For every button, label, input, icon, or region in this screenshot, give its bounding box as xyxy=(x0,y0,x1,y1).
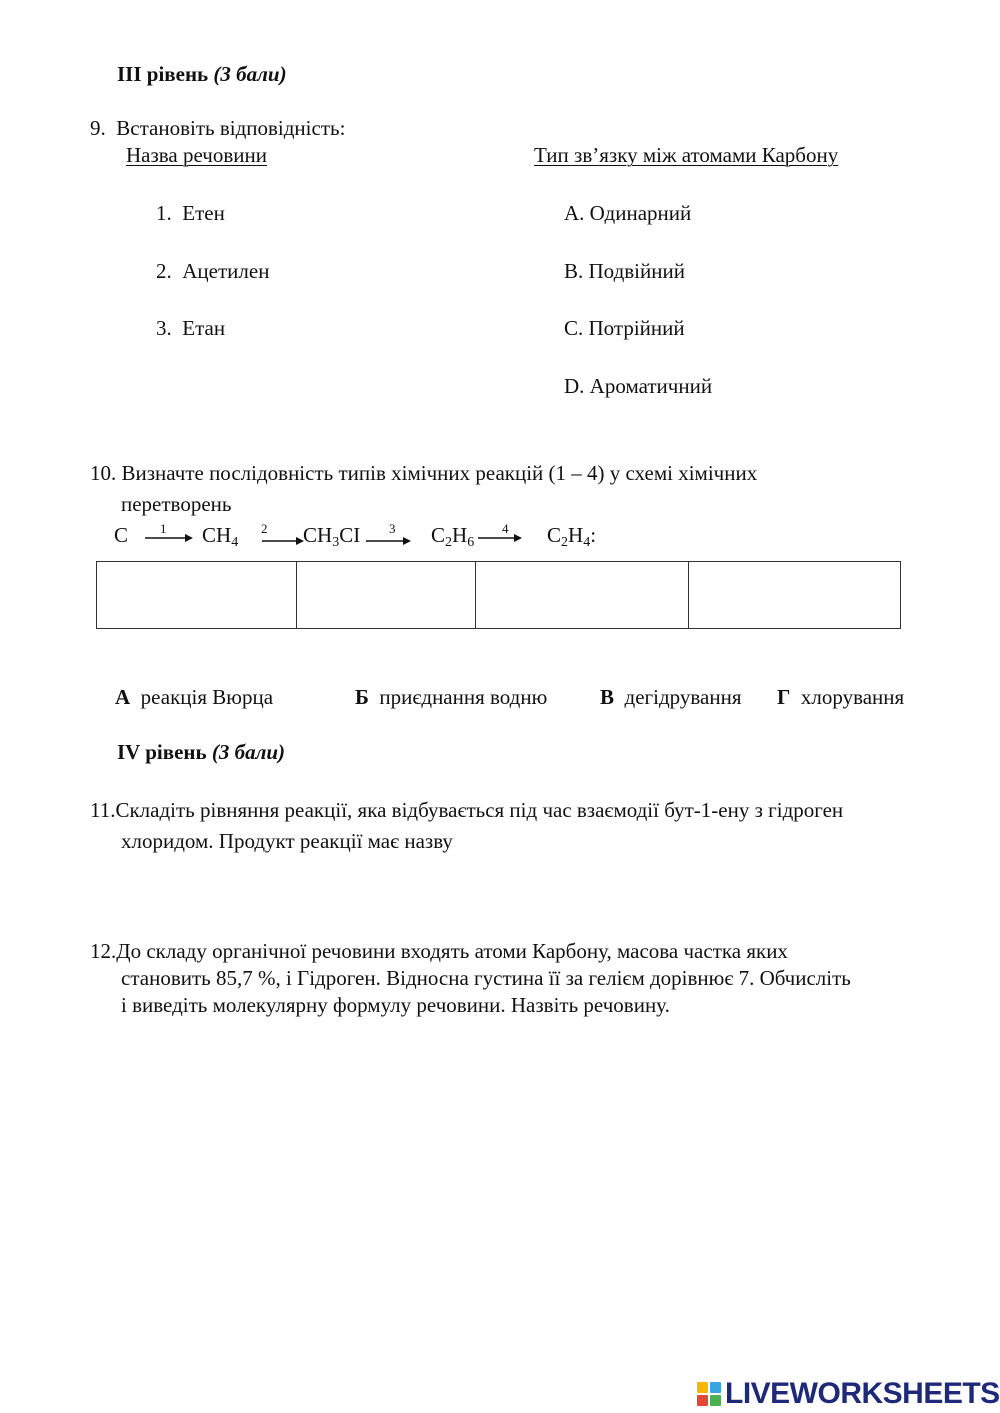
option-v: В дегідрування xyxy=(600,685,742,709)
question-12-text-cont: становить 85,7 %, і Гідроген. Відносна густина її за гелієм дорівнює 7. Обчисліть xyxy=(121,966,851,990)
watermark-text: LIVEWORKSHEETS xyxy=(725,1377,1000,1410)
formula-c2h6: $C_2H_6$ xyxy=(431,523,475,550)
arrow-2-icon xyxy=(262,533,304,547)
answer-cell-1[interactable] xyxy=(97,562,297,628)
liveworksheets-logo-icon xyxy=(697,1382,721,1406)
level-4-heading: IV рівень (3 бали) xyxy=(117,740,286,764)
formula-ch4: $CH_4$ xyxy=(202,523,239,550)
q9-left-header: Назва речовини xyxy=(126,143,267,167)
formula-c: С xyxy=(114,523,129,547)
q9-right-item: С. Потрійний xyxy=(564,316,685,340)
formula-ch3cl: $CH_3CI$ xyxy=(303,523,361,550)
q9-right-item: В. Подвійний xyxy=(564,259,685,283)
answer-grid xyxy=(96,561,901,629)
option-b: Б приєднання водню xyxy=(355,685,548,709)
option-a: А реакція Вюрца xyxy=(115,685,274,709)
question-12-text: 12.До складу органічної речовини входять атоми Карбону, масова частка яких xyxy=(90,939,788,963)
question-10-title-cont: перетворень xyxy=(121,492,232,516)
level-3-heading: ІІІ рівень (3 бали) xyxy=(117,62,287,86)
arrow-2-label: 2 xyxy=(261,521,268,536)
question-10-title: 10. Визначте послідовність типів хімічних реакцій (1 – 4) у схемі хімічних xyxy=(90,461,758,485)
arrow-1-label: 1 xyxy=(160,521,167,536)
q9-right-item: D. Ароматичний xyxy=(564,374,713,398)
question-11-text-cont: хлоридом. Продукт реакції має назву xyxy=(121,829,453,853)
question-9-title: 9. Встановіть відповідність: xyxy=(90,116,346,140)
q9-left-item: 1. Етен xyxy=(156,201,225,225)
arrow-3-label: 3 xyxy=(389,521,396,536)
question-12-text-cont-2: і виведіть молекулярну формулу речовини. Назвіть речовину. xyxy=(121,993,670,1017)
q9-right-item: А. Одинарний xyxy=(564,201,692,225)
question-11-text: 11.Складіть рівняння реакції, яка відбувається під час взаємодії бут-1-ену з гідроген xyxy=(90,798,844,822)
option-g: Г хлорування xyxy=(777,685,905,709)
liveworksheets-watermark xyxy=(697,1376,1000,1412)
formula-c2h4: $C_2H_4$: xyxy=(547,523,597,550)
answer-cell-3[interactable] xyxy=(475,562,689,628)
answer-cell-2[interactable] xyxy=(296,562,476,628)
q9-left-item: 2. Ацетилен xyxy=(156,259,270,283)
arrow-4-icon xyxy=(478,530,522,544)
arrow-4-label: 4 xyxy=(502,521,509,536)
arrow-1-icon xyxy=(145,530,193,544)
answer-cell-4[interactable] xyxy=(688,562,900,628)
q9-right-header: Тип зв’язку між атомами Карбону xyxy=(534,143,839,167)
q9-left-item: 3. Етан xyxy=(156,316,226,340)
